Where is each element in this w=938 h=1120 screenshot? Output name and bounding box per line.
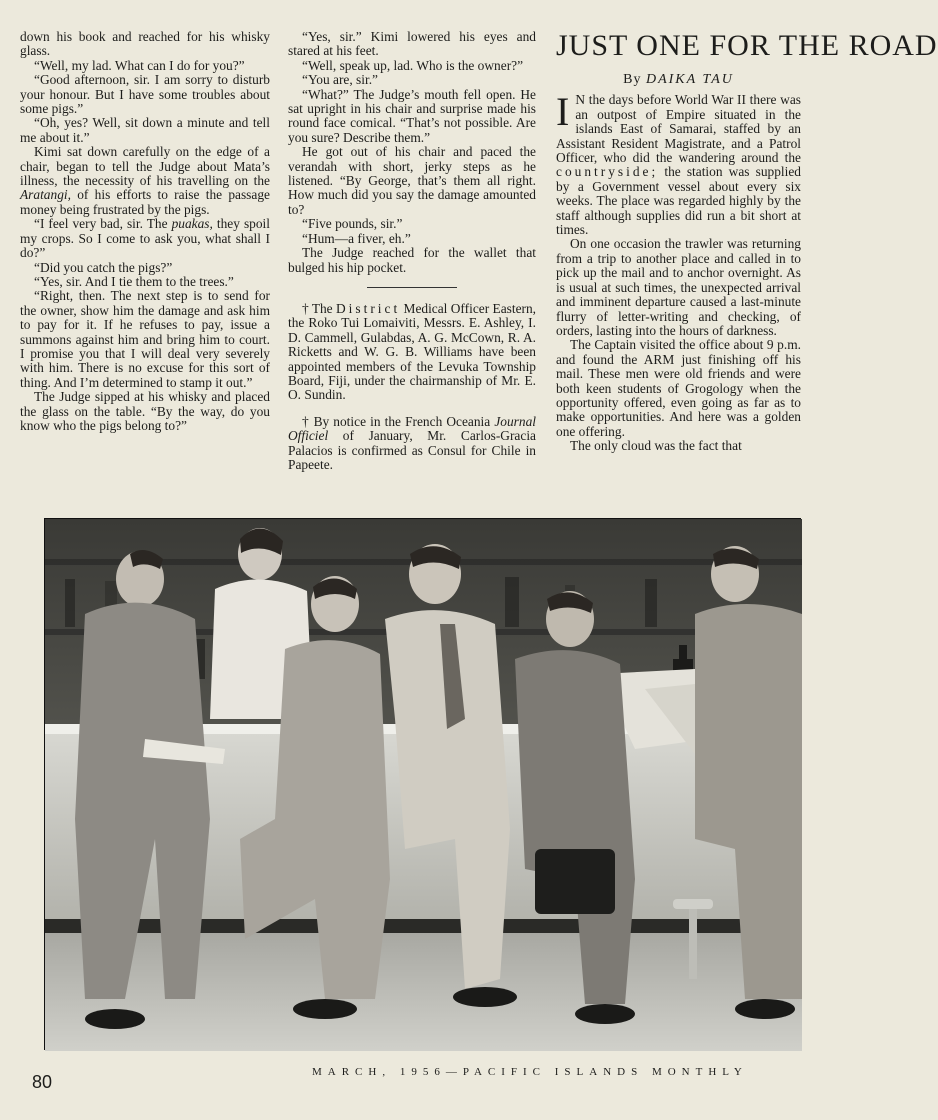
briefcase bbox=[535, 849, 615, 914]
paragraph: “I feel very bad, sir. The puakas, they spoil my crops. So I come to ask you, what shall I do?” bbox=[20, 216, 270, 261]
lead-paragraph: I N the days before World War II there was an outpost of Empire situated in the islands East of Samarai, staffed by an Assistant Resident Magistrate, and a Patrol Officer, who did the wandering around the countryside; the station was supplied by a Government vessel about every six weeks. The place was regarded highly by the staff although supplies did run a bit short at times. bbox=[556, 89, 801, 238]
story-column-left bbox=[20, 30, 270, 433]
paragraph: “Did you catch the pigs?” bbox=[34, 259, 173, 275]
drop-cap: I bbox=[556, 89, 570, 135]
paragraph: He got out of his chair and paced the verandah with short, jerky steps as he listened. “By George, that’s them all right. How much did you say the damage amounted to? bbox=[288, 144, 536, 217]
story-column-middle bbox=[288, 30, 536, 472]
news-note: † The District Medical Officer Eastern, the Roko Tui Lomaiviti, Messrs. E. Ashley, I. D. Cammell, Gulabdas, A. G. McCown, R. A. Ricketts and W. G. B. Williams have been appointed members of the Levuka Township Board, Fiji, under the chairmanship of Mr. E. O. Sundin. bbox=[288, 300, 537, 403]
paragraph: Kimi sat down carefully on the edge of a chair, began to tell the Judge about Mata’s illness, the necessity of his travelling on the Aratangi, of his efforts to raise the passage money being frustrated by the pigs. bbox=[20, 144, 270, 217]
paragraph: “Good afternoon, sir. I am sorry to disturb your honour. But I have some troubles about some pigs.” bbox=[20, 72, 270, 117]
page-footer bbox=[0, 1060, 801, 1100]
italic-word: puakas, bbox=[171, 216, 213, 232]
paragraph: “What?” The Judge’s mouth fell open. He sat upright in his chair and surprise made his round face comical. “That’s not possible. Are you sure? Describe them.” bbox=[288, 86, 536, 145]
paragraph: “Oh, yes? Well, sit down a minute and tell me about it.” bbox=[20, 115, 270, 145]
byline: By DAIKA TAU bbox=[623, 72, 734, 87]
floor bbox=[45, 933, 802, 1051]
paragraph: “Five pounds, sir.” bbox=[302, 216, 403, 232]
paragraph: “You are, sir.” bbox=[302, 72, 378, 88]
paragraph: On one occasion the trawler was returning from a trip to another place and called in to pick up the mail and to anchor overnight. As is usual at such times, the unexpected arrival and imminent departure caused a last-minute flurry of letter-writing and checking, of orders, lasting into the hours of darkness. bbox=[556, 236, 801, 338]
ship-name: Aratangi, bbox=[20, 187, 71, 203]
paragraph: “Right, then. The next step is to send for the owner, show him the damage and ask him to pay for it. If he refuses to pay, issue a summons against him and bring him to court. I promise you that I will deal very severely with him. There is no excuse for this sort of thing. And I’m determined to stamp it out.” bbox=[20, 288, 270, 390]
paragraph: “Yes, sir.” Kimi lowered his eyes and stared at his feet. bbox=[288, 29, 536, 59]
photo-illustration bbox=[45, 519, 802, 1051]
page-number: 80 bbox=[32, 1072, 53, 1092]
paragraph: The Judge reached for the wallet that bulged his hip pocket. bbox=[288, 245, 536, 275]
news-note: † By notice in the French Oceania Journal Officiel of January, Mr. Carlos-Gracia Palacios is confirmed as Consul for Chile in Papeete. bbox=[288, 413, 536, 472]
paragraph: “Well, my lad. What can I do for you?” bbox=[34, 57, 245, 73]
paragraph: down his book and reached for his whisky glass. bbox=[20, 29, 270, 59]
paragraph: “Yes, sir. And I tie them to the trees.” bbox=[34, 273, 234, 289]
paragraph: The only cloud was the fact that bbox=[570, 438, 742, 454]
author-name: DAIKA TAU bbox=[645, 72, 734, 87]
paragraph: “Hum—a fiver, eh.” bbox=[302, 230, 411, 246]
section-divider bbox=[367, 287, 457, 288]
paragraph: “Well, speak up, lad. Who is the owner?” bbox=[302, 57, 524, 73]
bar-photograph bbox=[44, 518, 801, 1050]
paragraph: The Captain visited the office about 9 p.m. and found the ARM just finishing off his mail. These men were old friends and were both keen students of Grogology when the opportunity offered, even going as far as to make opportunities. And here was a golden one offering. bbox=[556, 337, 801, 439]
story-column-right bbox=[556, 29, 938, 454]
paragraph: The Judge sipped at his whisky and placed the glass on the table. “By the way, do you know who the pigs belong to?” bbox=[20, 389, 270, 433]
foot-rail bbox=[45, 919, 802, 933]
running-head: MARCH, 1956—PACIFIC ISLANDS MONTHLY bbox=[312, 1066, 748, 1078]
story-headline: JUST ONE FOR THE ROAD bbox=[556, 29, 938, 62]
